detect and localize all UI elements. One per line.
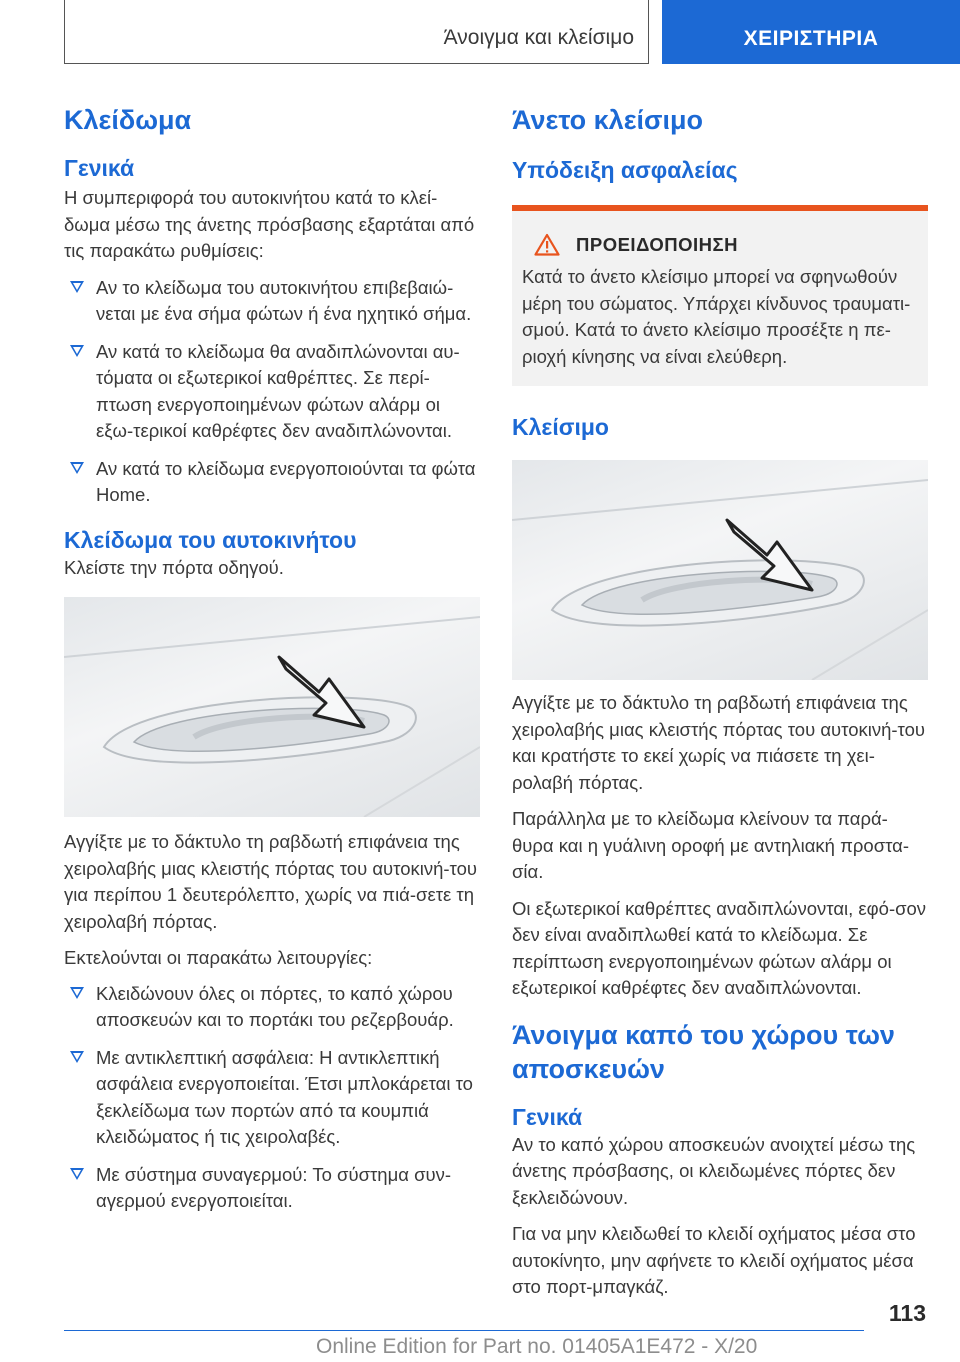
right-column: [512, 100, 928, 1301]
general-intro: Η συμπεριφορά του αυτοκινήτου κατά το κλεί-δωμα μέσω της άνετης πρόσβασης εξαρτάται από τις παρακάτω ρυθμίσεις:: [64, 187, 475, 261]
touch-instruction: Αγγίξτε με το δάκτυλο τη ραβδωτή επιφάνεια της χειρολαβής μιας κλειστής πόρτας του αυτοκινή-του για περίπου 1 δευτερόλεπτο, χωρίς να πιά-σετε τη χειρολαβή πόρτας.: [64, 831, 477, 932]
closing-paragraph-1: Αγγίξτε με το δάκτυλο τη ραβδωτή επιφάνεια της χειρολαβής μιας κλειστής πόρτας του αυτοκινή-του και κρατήστε το εκεί χωρίς να πιάσετε τη χει-ρολαβή πόρτας.: [512, 692, 925, 793]
list-item: Αν το κλείδωμα του αυτοκινήτου επιβεβαιώ-νεται με ένα σήμα φώτων ή ένα ηχητικό σήμα.: [64, 275, 480, 328]
list-item: Με σύστημα συναγερμού: Το σύστημα συν-αγερμού ενεργοποιείται.: [64, 1162, 480, 1215]
trunk-paragraph-1: Αν το καπό χώρου αποσκευών ανοιχτεί μέσω της άνετης πρόσβασης, οι κλειδωμένες πόρτες δεν ξεκλειδώνουν.: [512, 1133, 916, 1208]
bullet-triangle-icon: [70, 345, 84, 357]
subheading-vehicle-lock: Κλείδωμα του αυτοκινήτου: [64, 526, 357, 553]
functions-intro: Εκτελούνται οι παρακάτω λειτουργίες:: [64, 947, 373, 968]
bullet-triangle-icon: [70, 987, 84, 999]
footer-divider: [64, 1330, 864, 1331]
warning-box: [512, 205, 928, 386]
door-handle-illustration: [512, 460, 928, 680]
running-header-section: [64, 0, 649, 64]
warning-text: Κατά το άνετο κλείσιμο μπορεί να σφηνωθούν μέρη του σώματος. Υπάρχει κίνδυνος τραυματι-σμού. Κατά το άνετο κλείσιμο προσέξτε η πε-ριοχή κίνησης να είναι ελεύθερη.: [522, 266, 911, 367]
list-item: Αν κατά το κλείδωμα θα αναδιπλώνονται αυ-τόματα οι εξωτερικοί καθρέπτες. Σε περί-πτωση ενεργοποιημένων φώτων αλάρμ οι εξω-τερικοί καθρέφτες δεν αναδιπλώνονται.: [64, 339, 480, 445]
section-heading-trunk: Άνοιγμα καπό του χώρου των αποσκευών: [512, 1019, 895, 1084]
function-bullet-list: [64, 981, 480, 1215]
bullet-triangle-icon: [70, 1051, 84, 1063]
chapter-title: ΧΕΙΡΙΣΤΗΡΙΑ: [743, 27, 879, 50]
section-title: Άνοιγμα και κλείσιμο: [443, 26, 634, 49]
general-bullet-list: [64, 275, 480, 509]
subheading-trunk-general: Γενικά: [512, 1103, 583, 1130]
footer-edition: Online Edition for Part no. 01405A1E472 - X/20: [316, 1335, 758, 1358]
running-header-chapter: [662, 0, 960, 64]
bullet-triangle-icon: [70, 462, 84, 474]
list-item: Με αντικλεπτική ασφάλεια: Η αντικλεπτική ασφάλεια ενεργοποιείται. Έτσι μπλοκάρεται το ξεκλείδωμα των πορτών από τα κουμπιά κλειδώματος ή τις χειρολαβές.: [64, 1045, 480, 1151]
bullet-triangle-icon: [70, 281, 84, 293]
bullet-triangle-icon: [70, 1168, 84, 1180]
subheading-safety: Υπόδειξη ασφαλείας: [512, 157, 738, 183]
section-heading-locking: Κλείδωμα: [64, 105, 192, 135]
trunk-paragraph-2: Για να μην κλειδωθεί το κλειδί οχήματος μέσα στο αυτοκίνητο, μην αφήνετε το κλειδί οχήματος μέσα στο πορτ-μπαγκάζ.: [512, 1223, 916, 1297]
vehicle-lock-text: Κλείστε την πόρτα οδηγού.: [64, 556, 284, 578]
warning-title: ΠΡΟΕΙΔΟΠΟΙΗΣΗ: [576, 233, 738, 255]
subheading-general: Γενικά: [64, 155, 135, 181]
warning-triangle-icon: [534, 233, 560, 256]
page-number: 113: [888, 1300, 926, 1326]
list-item: Κλειδώνουν όλες οι πόρτες, το καπό χώρου αποσκευών και το πορτάκι του ρεζερβουάρ.: [64, 981, 480, 1034]
left-column: [64, 100, 480, 1215]
section-heading-comfort-closing: Άνετο κλείσιμο: [512, 105, 703, 135]
closing-paragraph-3: Οι εξωτερικοί καθρέπτες αναδιπλώνονται, εφό-σον δεν είναι αναδιπλωθεί κατά το κλείδωμα. Σε περίπτωση ενεργοποιημένων φώτων αλάρμ οι εξωτερικοί καθρέφτες δεν αναδιπλώνονται.: [512, 897, 927, 998]
subheading-closing: Κλείσιμο: [512, 414, 609, 440]
list-item: Αν κατά το κλείδωμα ενεργοποιούνται τα φώτα Home.: [64, 456, 480, 509]
closing-paragraph-2: Παράλληλα με το κλείδωμα κλείνουν τα παρά-θυρα και η γυάλινη οροφή με αντηλιακή προστα-σία.: [512, 808, 910, 882]
door-handle-illustration: [64, 597, 480, 817]
